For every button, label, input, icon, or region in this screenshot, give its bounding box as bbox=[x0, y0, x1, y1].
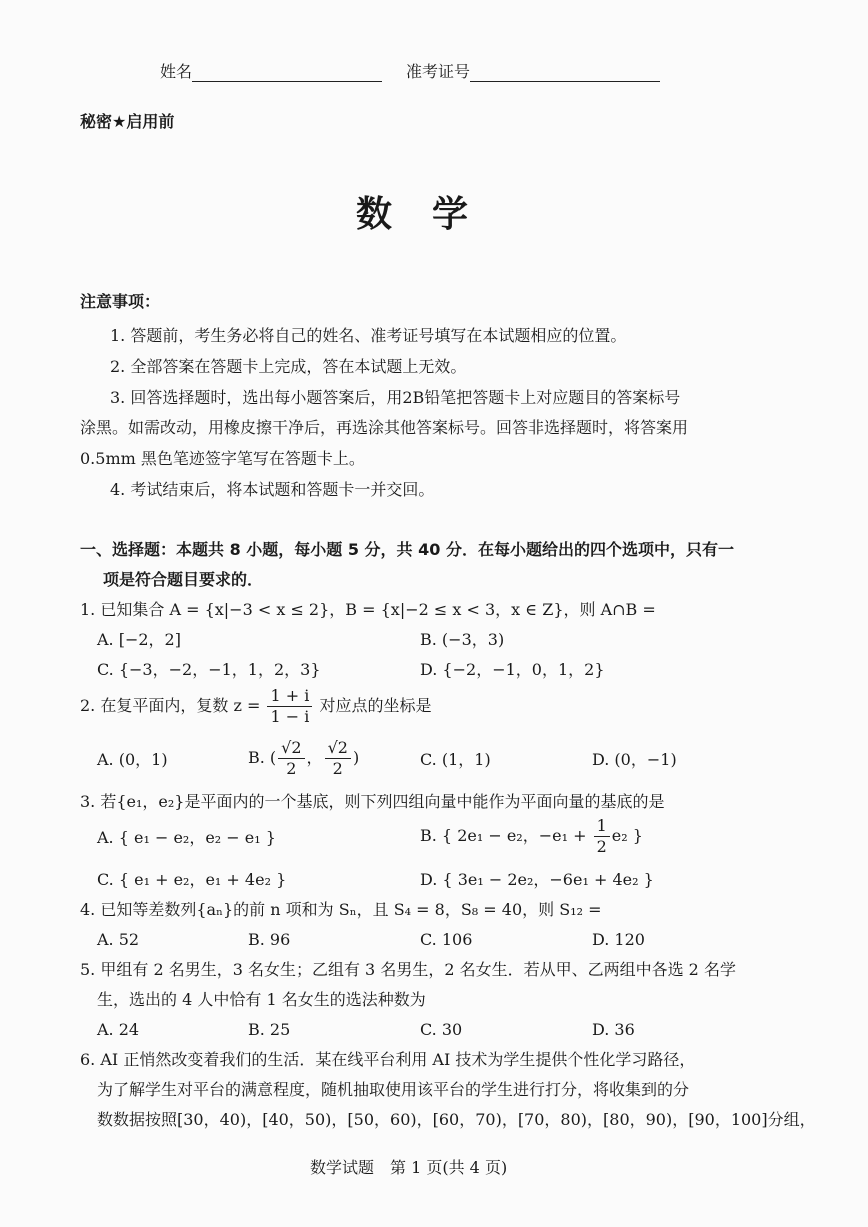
exam-id-field bbox=[406, 62, 660, 82]
notice-item-3-cont: 涂黑。如需改动，用橡皮擦干净后，再选涂其他答案标号。回答非选择题时，将答案用 bbox=[80, 418, 689, 437]
q2-option-a: A. (0，1) bbox=[97, 750, 168, 769]
q4-option-a: A. 52 bbox=[97, 930, 140, 949]
q3-b-num: 1 bbox=[594, 816, 610, 837]
q3-b-pre: B. { 2e₁ − e₂，−e₁ + bbox=[420, 826, 587, 845]
confidential-label: 秘密★启用前 bbox=[80, 112, 175, 131]
q3-b-frac bbox=[594, 816, 610, 857]
exam-id-blank[interactable] bbox=[470, 63, 660, 82]
q2-frac-num: 1 + i bbox=[267, 686, 312, 707]
q4-option-d: D. 120 bbox=[592, 930, 645, 949]
page-footer: 数学试题 第 1 页(共 4 页) bbox=[310, 1158, 508, 1177]
q2-b-pre: B. ( bbox=[248, 748, 277, 767]
question-6-stem-cont: 为了解学生对平台的满意程度，随机抽取使用该平台的学生进行打分，将收集到的分 bbox=[97, 1080, 690, 1099]
question-2-stem bbox=[80, 686, 431, 727]
q3-option-b bbox=[420, 816, 643, 857]
q5-option-d: D. 36 bbox=[592, 1020, 635, 1039]
notice-item-3-cont2: 0.5mm 黑色笔迹签字笔写在答题卡上。 bbox=[80, 449, 365, 468]
q2-b-post: ) bbox=[352, 748, 360, 767]
q2-b-num-1: √2 bbox=[278, 738, 304, 759]
q2-option-d: D. (0，−1) bbox=[592, 750, 677, 769]
name-label: 姓名 bbox=[160, 62, 193, 81]
q3-option-c: C. { e₁ + e₂，e₁ + 4e₂ } bbox=[97, 870, 287, 889]
q2-b-num-2: √2 bbox=[325, 738, 351, 759]
q4-option-c: C. 106 bbox=[420, 930, 473, 949]
q5-option-b: B. 25 bbox=[248, 1020, 291, 1039]
notice-heading: 注意事项： bbox=[80, 292, 161, 311]
question-5-stem-cont: 生，选出的 4 人中恰有 1 名女生的选法种数为 bbox=[97, 990, 426, 1009]
name-blank[interactable] bbox=[192, 63, 382, 82]
section-heading: 一、选择题：本题共 8 小题，每小题 5 分，共 40 分．在每小题给出的四个选项中，只有一 bbox=[80, 540, 734, 559]
q3-b-den: 2 bbox=[596, 837, 607, 856]
q2-option-c: C. (1，1) bbox=[420, 750, 491, 769]
question-4-stem: 4. 已知等差数列{aₙ}的前 n 项和为 Sₙ，且 S₄ = 8，S₈ = 40，则 S₁₂ = bbox=[80, 900, 602, 919]
question-6-stem: 6. AI 正悄然改变着我们的生活．某在线平台利用 AI 技术为学生提供个性化学习路径， bbox=[80, 1050, 696, 1069]
question-6-stem-cont2: 数数据按照[30，40)，[40，50)，[50，60)，[60，70)，[70，80)，[80，90)，[90，100]分组， bbox=[97, 1110, 816, 1129]
question-1-stem: 1. 已知集合 A = {x|−3 < x ≤ 2}，B = {x|−2 ≤ x < 3，x ∈ Z}，则 A∩B = bbox=[80, 600, 656, 619]
q5-option-c: C. 30 bbox=[420, 1020, 463, 1039]
q3-option-d: D. { 3e₁ − 2e₂，−6e₁ + 4e₂ } bbox=[420, 870, 654, 889]
section-heading-cont: 项是符合题目要求的． bbox=[103, 570, 264, 589]
q2-b-frac-2 bbox=[325, 738, 351, 779]
q2-b-den-1: 2 bbox=[286, 759, 297, 778]
q2-frac-den: 1 − i bbox=[270, 707, 310, 726]
q3-b-post: e₂ } bbox=[611, 826, 643, 845]
q3-option-a: A. { e₁ − e₂，e₂ − e₁ } bbox=[97, 828, 276, 847]
q2-option-b: B. ( $\frac{√2}{2}$ ， $\frac{√2}{2}$ ) bbox=[248, 738, 360, 778]
notice-item-4: 4. 考试结束后，将本试题和答题卡一并交回。 bbox=[110, 480, 435, 499]
q2-stem-post: 对应点的坐标是 bbox=[319, 696, 432, 715]
page-title: 数学 bbox=[356, 194, 509, 235]
notice-item-1: 1. 答题前，考生务必将自己的姓名、准考证号填写在本试题相应的位置。 bbox=[110, 326, 627, 345]
notice-item-3: 3. 回答选择题时，选出每小题答案后，用2B铅笔把答题卡上对应题目的答案标号 bbox=[110, 388, 681, 407]
exam-id-label: 准考证号 bbox=[406, 62, 471, 81]
q5-option-a: A. 24 bbox=[97, 1020, 140, 1039]
q1-option-b: B. (−3，3) bbox=[420, 630, 505, 649]
notice-item-2: 2. 全部答案在答题卡上完成，答在本试题上无效。 bbox=[110, 357, 467, 376]
question-3-stem: 3. 若{e₁，e₂}是平面内的一个基底，则下列四组向量中能作为平面向量的基底的是 bbox=[80, 792, 665, 811]
q2-fraction bbox=[267, 686, 312, 727]
q4-option-b: B. 96 bbox=[248, 930, 291, 949]
q2-b-frac-1 bbox=[278, 738, 304, 779]
q2-b-den-2: 2 bbox=[332, 759, 343, 778]
q2-stem-pre: 2. 在复平面内，复数 z = bbox=[80, 696, 261, 715]
question-5-stem: 5. 甲组有 2 名男生，3 名女生；乙组有 3 名男生，2 名女生．若从甲、乙两组中各选 2 名学 bbox=[80, 960, 736, 979]
name-field bbox=[160, 62, 382, 82]
q1-option-a: A. [−2，2] bbox=[97, 630, 181, 649]
q1-option-d: D. {−2，−1，0，1，2} bbox=[420, 660, 605, 679]
q1-option-c: C. {−3，−2，−1，1，2，3} bbox=[97, 660, 321, 679]
